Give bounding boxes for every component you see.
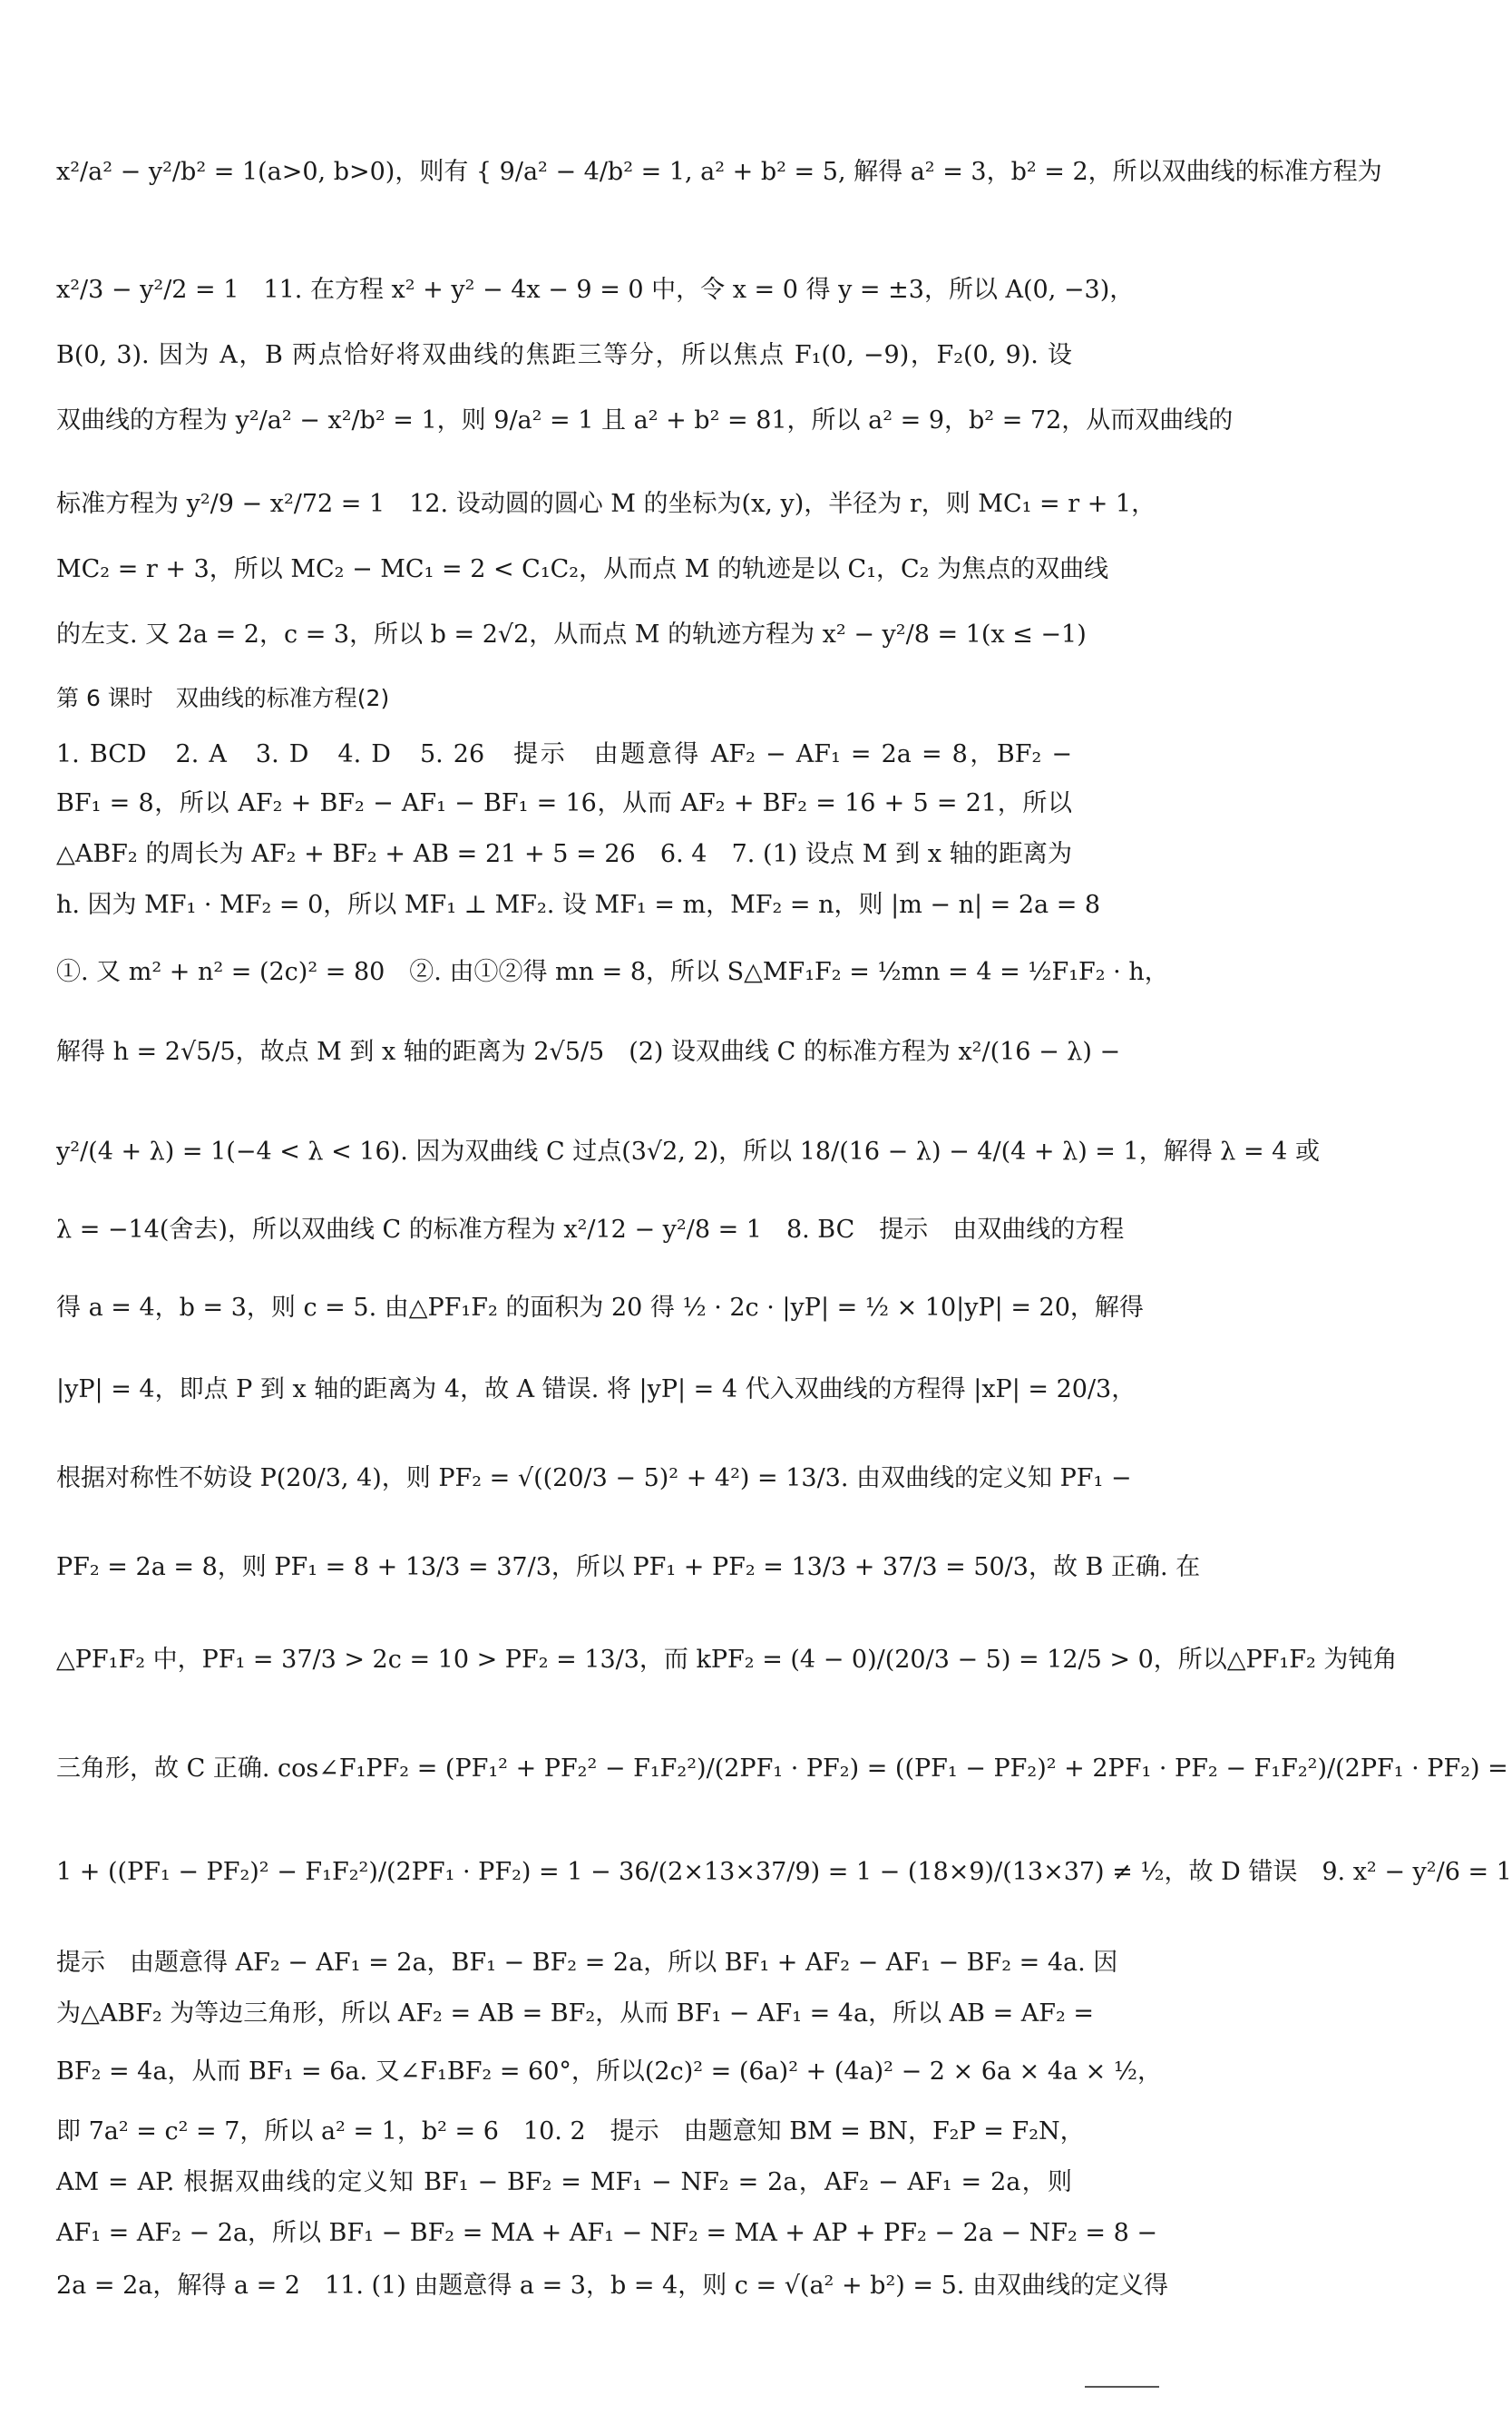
text-line: 的左支. 又 2a = 2，c = 3，所以 b = 2√2，从而点 M 的轨迹方程为 x² − y²/8 = 1(x ≤ −1): [56, 621, 1087, 649]
text-line: 提示 由题意得 AF₂ − AF₁ = 2a，BF₁ − BF₂ = 2a，所以 BF₁ + AF₂ − AF₁ − BF₂ = 4a. 因: [56, 1949, 1118, 1977]
text-line: BF₁ = 8，所以 AF₂ + BF₂ − AF₁ − BF₁ = 16，从而 AF₂ + BF₂ = 16 + 5 = 21，所以: [56, 789, 1072, 817]
text-line: x²/3 − y²/2 = 1 11. 在方程 x² + y² − 4x − 9 = 0 中，令 x = 0 得 y = ±3，所以 A(0, −3)，: [56, 276, 1135, 304]
text-line: △PF₁F₂ 中，PF₁ = 37/3 > 2c = 10 > PF₂ = 13/3，而 kPF₂ = (4 − 0)/(20/3 − 5) = 12/5 > 0，所以△PF₁F₂ 为钝角: [56, 1646, 1398, 1674]
text-line: 即 7a² = c² = 7，所以 a² = 1，b² = 6 10. 2 提示 由题意知 BM = BN，F₂P = F₂N，: [56, 2117, 1085, 2145]
text-line: △ABF₂ 的周长为 AF₂ + BF₂ + AB = 21 + 5 = 26 6. 4 7. (1) 设点 M 到 x 轴的距离为: [56, 840, 1072, 868]
text-line: 1 + ((PF₁ − PF₂)² − F₁F₂²)/(2PF₁ · PF₂) = 1 − 36/(2×13×37/9) = 1 − (18×9)/(13×37) ≠ ½，故 D 错误 9. x² − y²/6 = 1: [56, 1858, 1512, 1886]
text-line: 三角形，故 C 正确. cos∠F₁PF₂ = (PF₁² + PF₂² − F₁F₂²)/(2PF₁ · PF₂) = ((PF₁ − PF₂)² + 2PF₁ · PF₂ − F₁F₂²)/(2PF₁ · PF₂) =: [56, 1754, 1508, 1783]
text-line: 双曲线的方程为 y²/a² − x²/b² = 1，则 9/a² = 1 且 a² + b² = 81，所以 a² = 9，b² = 72，从而双曲线的: [56, 406, 1234, 435]
text-line: y²/(4 + λ) = 1(−4 < λ < 16). 因为双曲线 C 过点(3√2, 2)，所以 18/(16 − λ) − 4/(4 + λ) = 1，解得 λ = 4 或: [56, 1138, 1320, 1166]
text-line: 2a = 2a，解得 a = 2 11. (1) 由题意得 a = 3，b = 4，则 c = √(a² + b²) = 5. 由双曲线的定义得: [56, 2272, 1168, 2300]
corner-rule: [1085, 2386, 1159, 2388]
text-line: MC₂ = r + 3，所以 MC₂ − MC₁ = 2 < C₁C₂，从而点 M 的轨迹是以 C₁，C₂ 为焦点的双曲线: [56, 555, 1109, 583]
section-heading: 第 6 课时 双曲线的标准方程(2): [56, 685, 390, 711]
text-line: ①. 又 m² + n² = (2c)² = 80 ②. 由①②得 mn = 8，所以 S△MF₁F₂ = ½mn = 4 = ½F₁F₂ · h，: [56, 958, 1169, 986]
text-line: h. 因为 MF₁ · MF₂ = 0，所以 MF₁ ⊥ MF₂. 设 MF₁ = m，MF₂ = n，则 |m − n| = 2a = 8: [56, 891, 1101, 919]
text-line: AM = AP. 根据双曲线的定义知 BF₁ − BF₂ = MF₁ − NF₂ = 2a，AF₂ − AF₁ = 2a，则: [56, 2168, 1072, 2196]
text-line: AF₁ = AF₂ − 2a，所以 BF₁ − BF₂ = MA + AF₁ − NF₂ = MA + AP + PF₂ − 2a − NF₂ = 8 −: [56, 2219, 1157, 2247]
text-line: 为△ABF₂ 为等边三角形，所以 AF₂ = AB = BF₂，从而 BF₁ − AF₁ = 4a，所以 AB = AF₂ =: [56, 1999, 1095, 2028]
text-line: B(0, 3). 因为 A，B 两点恰好将双曲线的焦距三等分，所以焦点 F₁(0, −9)，F₂(0, 9). 设: [56, 341, 1072, 369]
text-line: 根据对称性不妨设 P(20/3, 4)，则 PF₂ = √((20/3 − 5)² + 4²) = 13/3. 由双曲线的定义知 PF₁ −: [56, 1464, 1132, 1492]
text-line: |yP| = 4，即点 P 到 x 轴的距离为 4，故 A 错误. 将 |yP| = 4 代入双曲线的方程得 |xP| = 20/3，: [56, 1375, 1136, 1403]
text-line: PF₂ = 2a = 8，则 PF₁ = 8 + 13/3 = 37/3，所以 PF₁ + PF₂ = 13/3 + 37/3 = 50/3，故 B 正确. 在: [56, 1553, 1201, 1581]
text-line: 1. BCD 2. A 3. D 4. D 5. 26 提示 由题意得 AF₂ − AF₁ = 2a = 8，BF₂ −: [56, 740, 1072, 768]
text-line: 解得 h = 2√5/5，故点 M 到 x 轴的距离为 2√5/5 (2) 设双曲线 C 的标准方程为 x²/(16 − λ) −: [56, 1038, 1121, 1066]
text-line: BF₂ = 4a，从而 BF₁ = 6a. 又∠F₁BF₂ = 60°，所以(2c)² = (6a)² + (4a)² − 2 × 6a × 4a × ½，: [56, 2057, 1163, 2086]
text-line: λ = −14(舍去)，所以双曲线 C 的标准方程为 x²/12 − y²/8 = 1 8. BC 提示 由双曲线的方程: [56, 1216, 1125, 1244]
text-line: x²/a² − y²/b² = 1(a>0, b>0)，则有 { 9/a² − 4/b² = 1, a² + b² = 5, 解得 a² = 3，b² = 2，所以双曲线的标准方程为: [56, 158, 1382, 186]
text-line: 得 a = 4，b = 3，则 c = 5. 由△PF₁F₂ 的面积为 20 得 ½ · 2c · |yP| = ½ × 10|yP| = 20，解得: [56, 1294, 1144, 1322]
text-line: 标准方程为 y²/9 − x²/72 = 1 12. 设动圆的圆心 M 的坐标为(x, y)，半径为 r，则 MC₁ = r + 1，: [56, 490, 1156, 518]
